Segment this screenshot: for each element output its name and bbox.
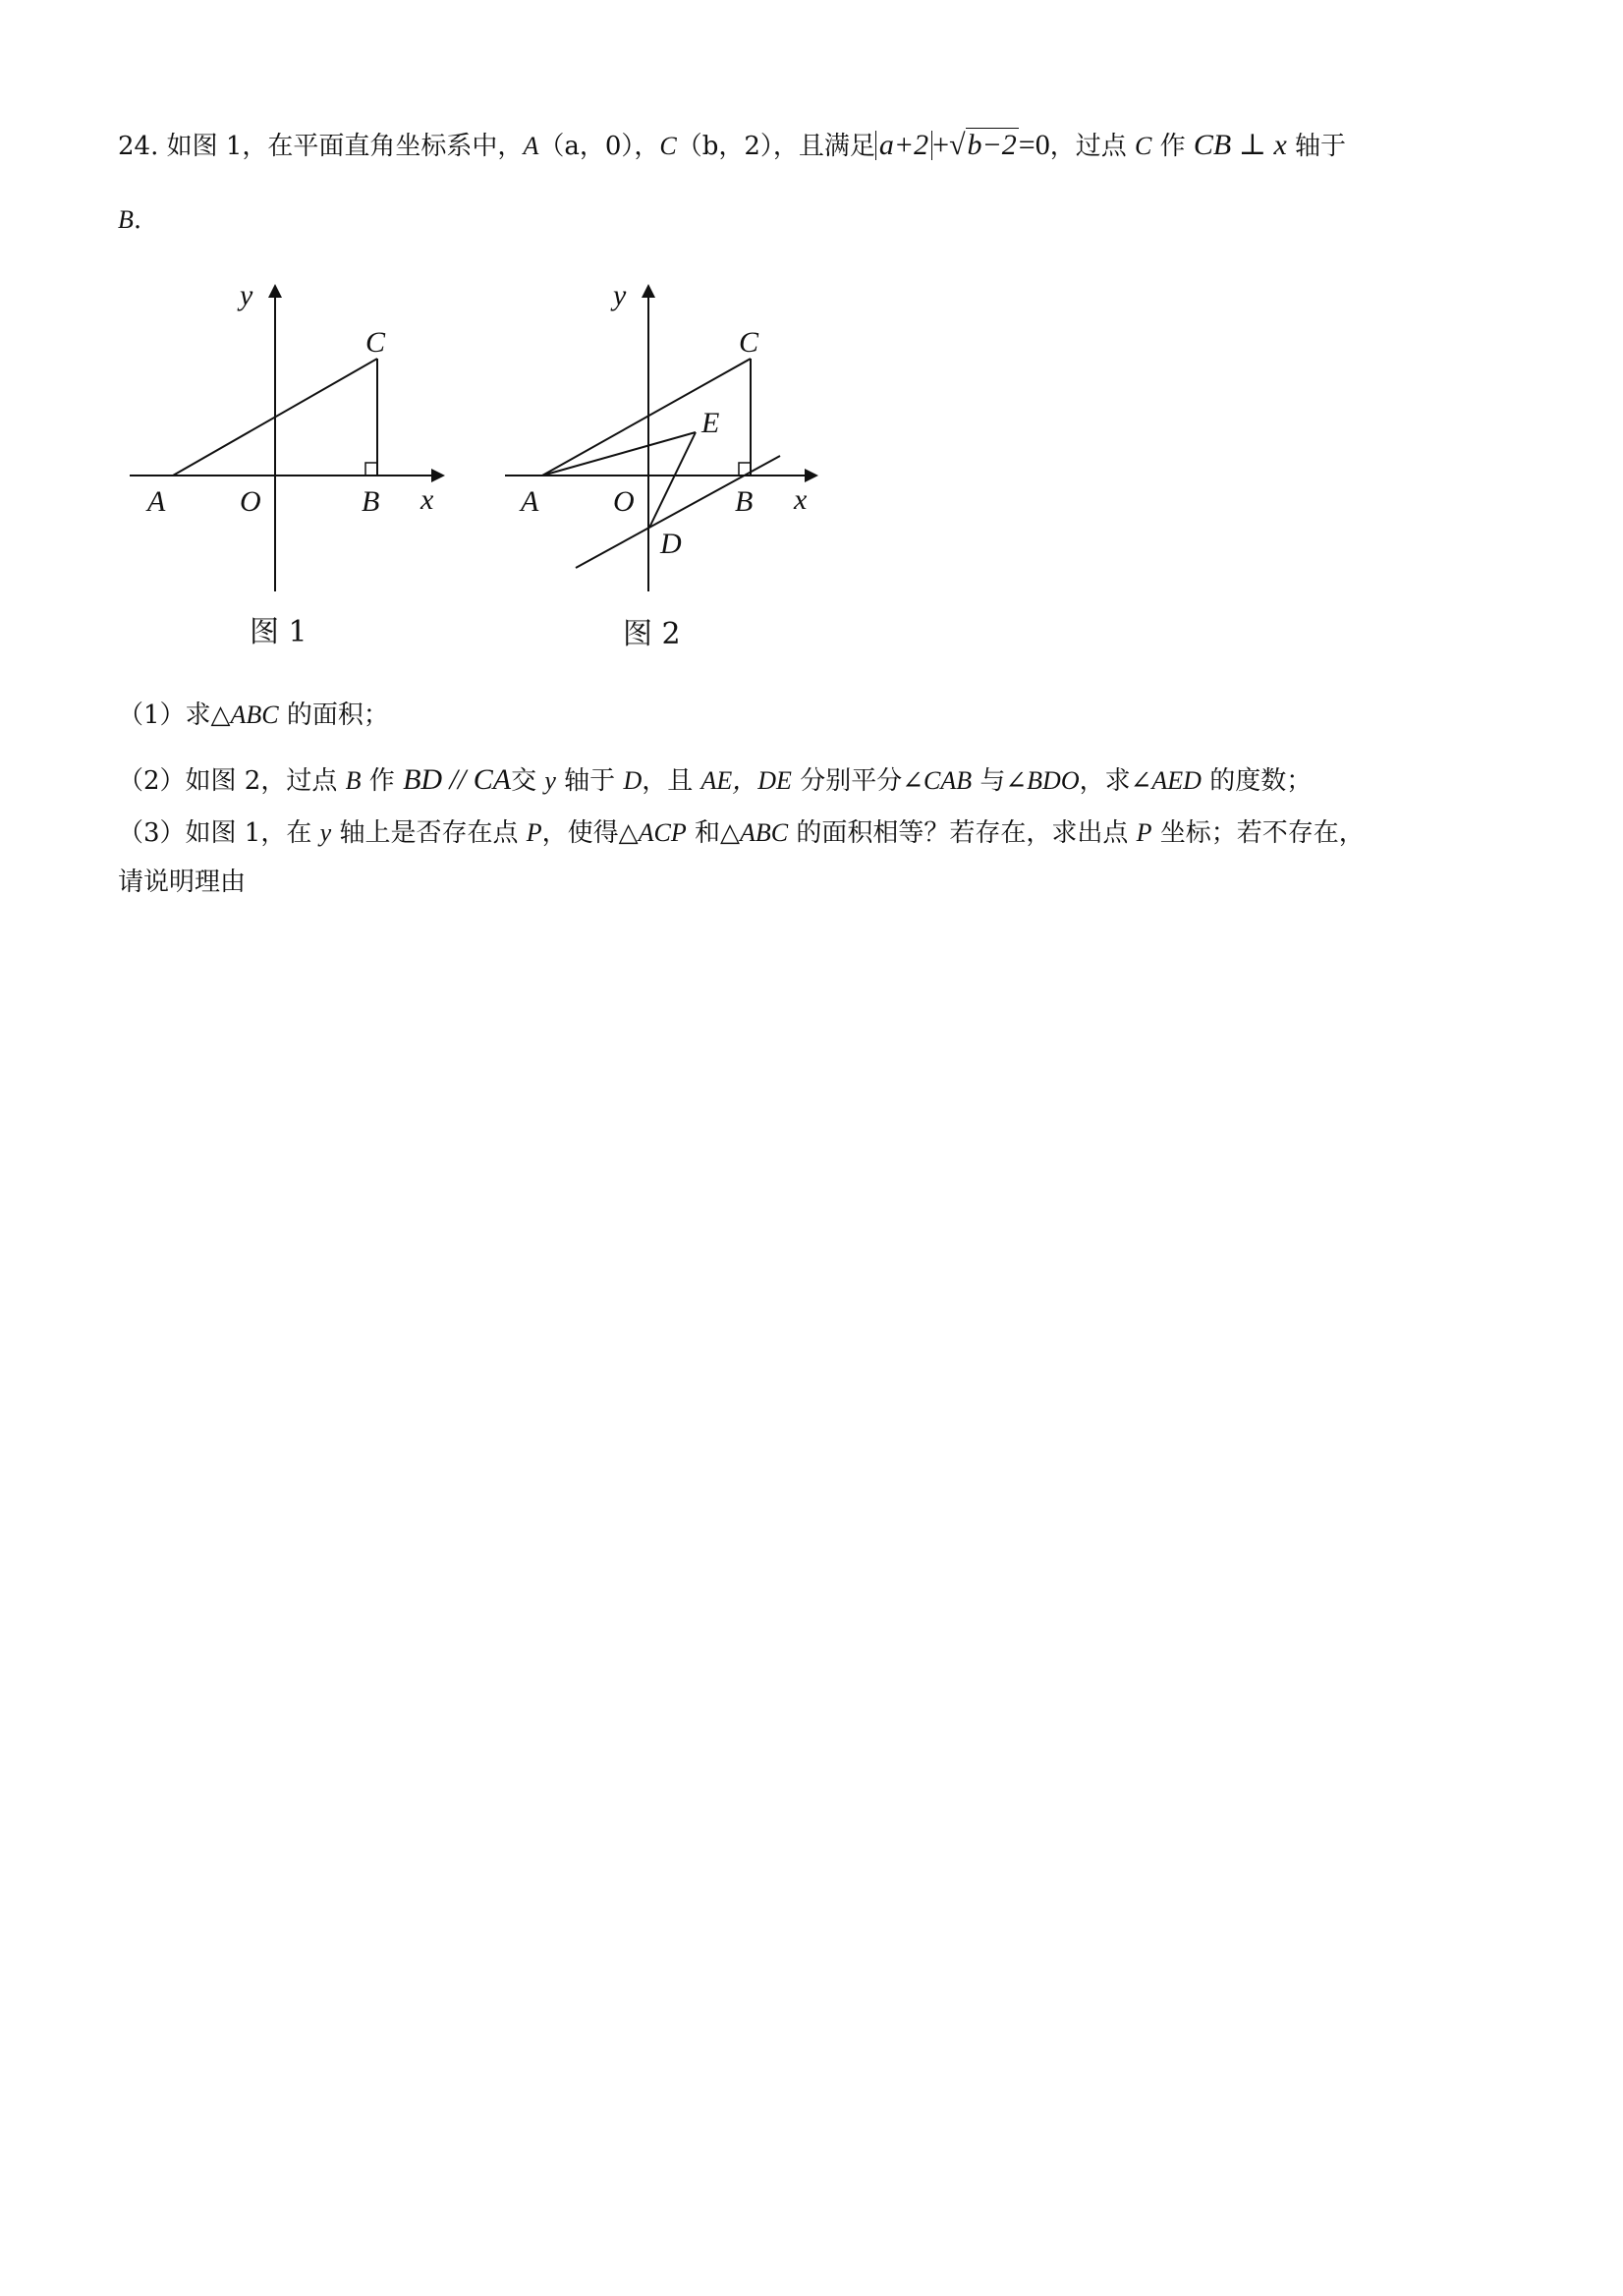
q3-prefix: （3）如图 1，在 (118, 818, 312, 848)
q2-bd-parallel-ca: BD // CA (403, 763, 512, 796)
label-o: O (613, 485, 635, 518)
cb-perp-x: CB ⊥ x (1193, 129, 1287, 161)
zuo-text: 作 (1159, 132, 1186, 161)
label-o: O (240, 485, 261, 518)
problem-number: 24. (118, 132, 159, 161)
label-x: x (420, 483, 434, 516)
figure-2 (491, 275, 845, 668)
q3-y: y (319, 818, 332, 847)
q1-prefix: （1）求△ (118, 700, 231, 730)
question-1 (118, 696, 389, 735)
q2-ae-de: AE，DE (700, 766, 792, 795)
equals-zero: =0 (1018, 129, 1050, 161)
after-equation: ，过点 (1049, 132, 1127, 161)
q3-acp: ACP (638, 818, 687, 847)
label-x: x (794, 483, 808, 516)
coord-a: （a，0）， (538, 132, 660, 161)
problem-line-2 (118, 200, 141, 240)
q2-bdo: BDO (1027, 766, 1080, 795)
q3-mid2: ，使得△ (541, 818, 639, 848)
point-c-2: C (1135, 132, 1152, 160)
q1-triangle: ABC (230, 700, 279, 729)
q2-axis: 轴于 (564, 766, 616, 796)
point-b: B (118, 205, 134, 234)
label-c: C (739, 326, 759, 359)
figure-2-caption: 图 2 (623, 617, 681, 651)
label-y: y (613, 279, 627, 311)
q2-jiao: 交 (511, 766, 537, 796)
sqrt-expression: b−2 (967, 129, 1017, 161)
q2-qiu: ，求∠ (1079, 766, 1152, 796)
period: . (133, 205, 142, 235)
sqrt-icon: √ (949, 129, 966, 161)
q2-point-b: B (345, 766, 362, 795)
q2-cab: CAB (923, 766, 973, 795)
q3-point-p-2: P (1136, 818, 1152, 847)
q2-fen: 分别平分∠ (800, 766, 923, 796)
question-3 (118, 813, 1365, 853)
q2-prefix: （2）如图 2，过点 (118, 766, 338, 796)
label-b: B (362, 485, 380, 518)
q3-he: 和△ (694, 818, 740, 848)
question-3-line-2 (118, 863, 246, 902)
segment-ed (649, 432, 696, 528)
problem-line-1 (118, 126, 1346, 166)
label-c: C (365, 326, 386, 359)
q1-suffix: 的面积； (286, 700, 389, 730)
label-b: B (735, 485, 754, 518)
label-d: D (660, 528, 682, 560)
abs-expression: a+2 (875, 131, 932, 160)
q2-end: 的度数； (1209, 766, 1313, 796)
q3-line2: 请说明理由 (118, 868, 247, 897)
axis-yu: 轴于 (1295, 132, 1347, 161)
q3-abc: ABC (739, 818, 789, 847)
label-a: A (521, 485, 539, 518)
figure-1-caption: 图 1 (250, 615, 308, 649)
q3-point-p: P (526, 818, 542, 847)
equation (875, 129, 1050, 161)
figure-1 (118, 275, 472, 668)
q2-qie: ，且 (642, 766, 694, 796)
q2-y: y (544, 766, 556, 795)
label-y: y (240, 279, 253, 311)
q2-yu: 与∠ (979, 766, 1028, 796)
q2-aed: AED (1151, 766, 1202, 795)
label-e: E (701, 407, 720, 439)
q2-zuo: 作 (368, 766, 395, 796)
q2-point-d: D (623, 766, 643, 795)
point-a: A (523, 132, 539, 160)
problem-intro: 如图 1，在平面直角坐标系中， (166, 132, 524, 161)
coord-c: （b，2），且满足 (676, 132, 875, 161)
q3-mid: 轴上是否存在点 (339, 818, 519, 848)
plus-sign: + (932, 129, 950, 161)
label-a: A (147, 485, 166, 518)
q3-end: 坐标；若不存在， (1159, 818, 1365, 848)
right-angle-mark (365, 463, 377, 476)
q3-mid3: 的面积相等？若存在，求出点 (796, 818, 1129, 848)
question-2 (118, 760, 1312, 801)
segment-ae (542, 432, 696, 476)
point-c: C (659, 132, 677, 160)
